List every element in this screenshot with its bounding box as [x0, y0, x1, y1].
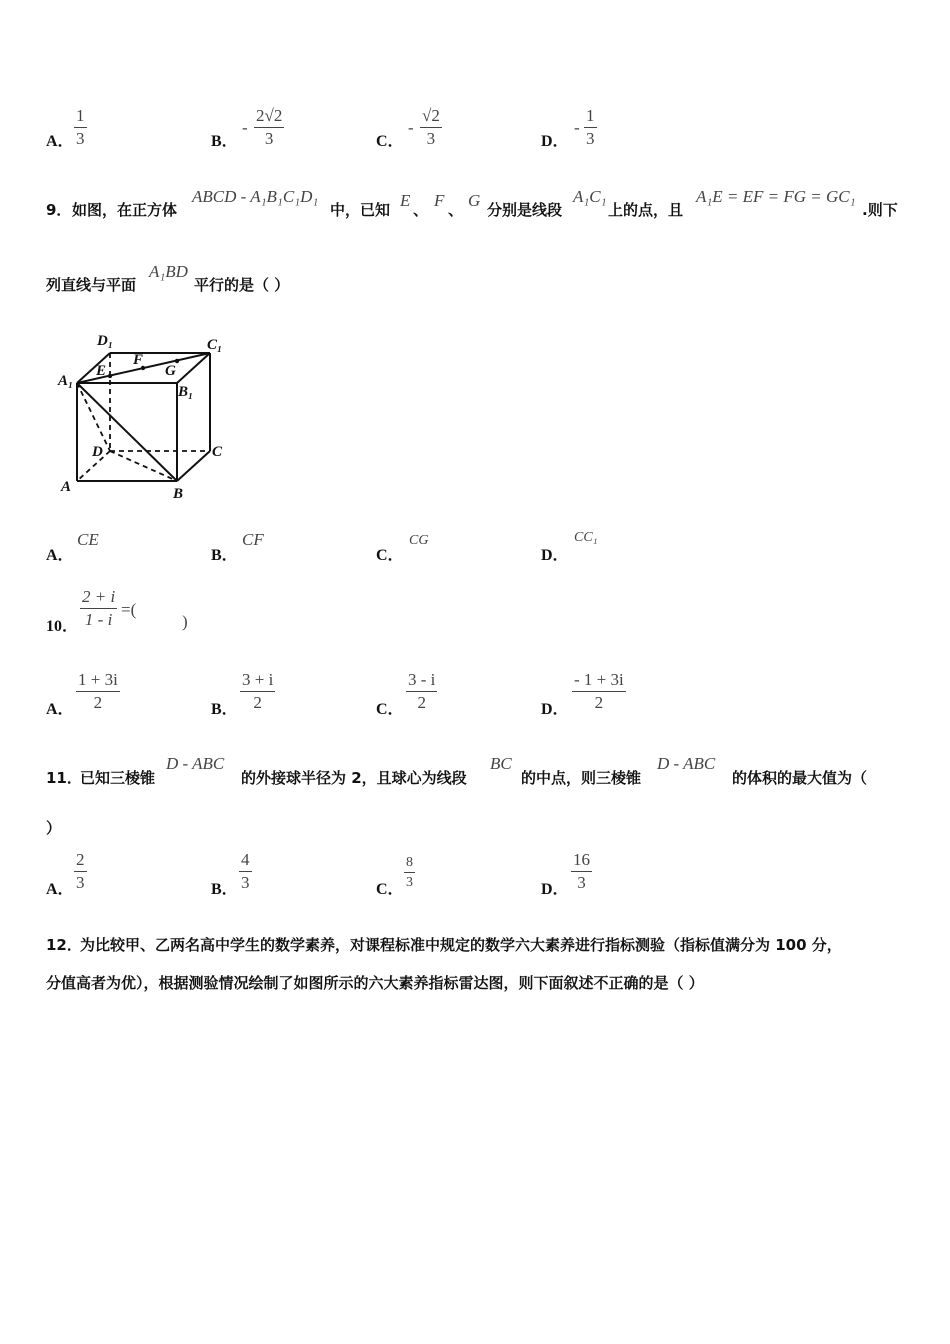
- q9-option-a-value: CE: [77, 530, 99, 549]
- q10-option-b-numerator: 3 + i: [242, 670, 274, 689]
- q9-option-d-label: D．: [541, 547, 569, 564]
- q10-option-d-numerator: - 1 + 3i: [574, 670, 624, 689]
- q8-option-c-fraction: [420, 106, 442, 149]
- q9-math-f: F: [434, 191, 445, 210]
- label-a1: A₁: [58, 373, 74, 389]
- label-c: C: [212, 444, 223, 460]
- q8-option-b-fraction: [254, 106, 284, 149]
- q8-option-d-label: D．: [541, 133, 569, 150]
- q10-option-c-numerator: 3 - i: [408, 670, 436, 689]
- q8-option-c-label: C．: [376, 133, 404, 150]
- diagonal-a1b: [77, 383, 177, 481]
- q11-option-b-numerator: 4: [241, 850, 250, 869]
- q12-number: 12．: [46, 936, 82, 954]
- q11-option-d-fraction: [571, 850, 592, 893]
- q11-text-1: 已知三棱锥: [80, 769, 156, 787]
- q9-text-3: 分别是线段: [487, 201, 563, 219]
- q9-math-equal-parts: A₁E = EF = FG = GC₁: [696, 187, 856, 206]
- label-f: F: [133, 352, 144, 368]
- q11-option-c-numerator: 8: [406, 855, 413, 870]
- q8-option-d-numerator: 1: [586, 106, 595, 125]
- q9-sep-1: 、: [413, 201, 429, 219]
- q9-number: 9．: [46, 201, 72, 219]
- q9-math-e: E: [400, 191, 411, 210]
- q8-option-b-numerator: 2√2: [256, 106, 283, 125]
- q11-option-a-denominator: 3: [76, 873, 85, 892]
- q9-option-d-value: CC₁: [574, 530, 598, 545]
- q8-option-c-sign: -: [408, 118, 414, 137]
- q8-option-b-sign: -: [242, 118, 248, 137]
- q8-option-b-label: B．: [211, 133, 238, 150]
- q9-option-c-label: C．: [376, 547, 404, 564]
- q10-option-c-fraction: [406, 670, 437, 713]
- q10-number: 10．: [46, 618, 79, 635]
- label-g: G: [165, 363, 176, 379]
- q9-text-1: 如图，在正方体: [72, 201, 178, 219]
- q10-option-d-denominator: 2: [594, 693, 604, 712]
- q9-option-b-value: CF: [242, 530, 264, 549]
- q10-close-paren: ): [182, 612, 188, 631]
- q11-option-c-label: C．: [376, 881, 404, 898]
- q8-option-d-fraction: [584, 106, 597, 149]
- q8-option-d-sign: -: [574, 118, 580, 137]
- q9-sep-2: 、: [448, 201, 464, 219]
- label-a: A: [61, 479, 72, 495]
- q9-math-plane: A₁BD: [149, 262, 188, 281]
- q11-option-b-label: B．: [211, 881, 238, 898]
- q9-text-6: 列直线与平面: [46, 276, 137, 294]
- edge-cb: [177, 451, 210, 481]
- q11-option-a-numerator: 2: [76, 850, 85, 869]
- q10-option-a-fraction: [76, 670, 120, 713]
- q10-option-c-label: C．: [376, 701, 404, 718]
- q11-text-3: 的中点，则三棱锥: [521, 769, 642, 787]
- q9-text-7: 平行的是（ ）: [194, 276, 290, 294]
- q9-math-g: G: [468, 191, 481, 210]
- q10-option-a-label: A．: [46, 701, 74, 718]
- q11-option-d-numerator: 16: [573, 850, 590, 869]
- q9-option-a-label: A．: [46, 547, 74, 564]
- q12-line-2: 分值高者为优），根据测验情况绘制了如图所示的六大素养指标雷达图，则下面叙述不正确的是（ ）: [46, 974, 704, 992]
- q10-option-a-numerator: 1 + 3i: [78, 670, 118, 689]
- q9-math-cube: ABCD - A₁B₁C₁D₁: [192, 187, 319, 206]
- q11-option-d-label: D．: [541, 881, 569, 898]
- q10-option-a-denominator: 2: [93, 693, 103, 712]
- label-c1: C₁: [207, 337, 223, 353]
- q11-text-5: ）: [46, 819, 62, 837]
- q10-option-b-denominator: 2: [253, 693, 262, 712]
- label-d: D: [92, 444, 103, 460]
- point-e: [108, 374, 112, 378]
- label-e: E: [96, 363, 107, 379]
- q8-option-a-fraction: [74, 106, 87, 149]
- q11-option-d-denominator: 3: [577, 873, 586, 892]
- q10-equals-open: =(: [121, 600, 137, 619]
- q11-option-a-fraction: [74, 850, 87, 893]
- q10-numerator: 2 + i: [82, 587, 116, 606]
- q10-fraction: [80, 587, 117, 630]
- q11-option-a-label: A．: [46, 881, 74, 898]
- q10-option-d-fraction: [572, 670, 626, 713]
- q11-option-c-fraction: [404, 854, 415, 891]
- q11-math-bc: BC: [490, 754, 512, 773]
- hidden-line-a1d: [77, 383, 110, 451]
- q10-option-d-label: D．: [541, 701, 569, 718]
- q11-option-b-fraction: [239, 850, 252, 893]
- q10-option-b-fraction: [240, 670, 275, 713]
- q9-text-5: .则下: [862, 201, 898, 219]
- q8-option-d-denominator: 3: [586, 129, 595, 148]
- q9-math-segment: A₁C₁: [573, 187, 607, 206]
- q11-text-2: 的外接球半径为 2，且球心为线段: [241, 769, 467, 787]
- q8-option-c-denominator: 3: [426, 129, 436, 148]
- cube-figure: [55, 328, 235, 506]
- q11-math-pyramid-2: D - ABC: [657, 754, 716, 773]
- label-d1: D₁: [97, 333, 114, 349]
- q10-denominator: 1 - i: [84, 610, 113, 629]
- q10-option-b-label: B．: [211, 701, 238, 718]
- q8-option-a-denominator: 3: [76, 129, 85, 148]
- q9-option-b-label: B．: [211, 547, 238, 564]
- hidden-line-db: [110, 451, 177, 481]
- q11-text-4: 的体积的最大值为（: [732, 769, 868, 787]
- q12-line-1: 为比较甲、乙两名高中学生的数学素养，对课程标准中规定的数学六大素养进行指标测验（指标值满分为 100 分，: [80, 936, 842, 954]
- q11-option-c-denominator: 3: [406, 875, 413, 890]
- q9-text-2: 中，已知: [330, 201, 391, 219]
- label-b: B: [173, 486, 184, 502]
- q10-option-c-denominator: 2: [417, 693, 426, 712]
- q8-option-b-denominator: 3: [264, 129, 274, 148]
- label-b1: B₁: [178, 384, 194, 400]
- q8-option-a-numerator: 1: [76, 106, 85, 125]
- q9-text-4: 上的点，且: [608, 201, 684, 219]
- q11-option-b-denominator: 3: [241, 873, 250, 892]
- q11-math-pyramid-1: D - ABC: [166, 754, 225, 773]
- q8-option-a-label: A．: [46, 133, 74, 150]
- q8-option-c-numerator: √2: [422, 106, 440, 125]
- q11-number: 11．: [46, 769, 82, 787]
- q9-option-c-value: CG: [409, 533, 429, 548]
